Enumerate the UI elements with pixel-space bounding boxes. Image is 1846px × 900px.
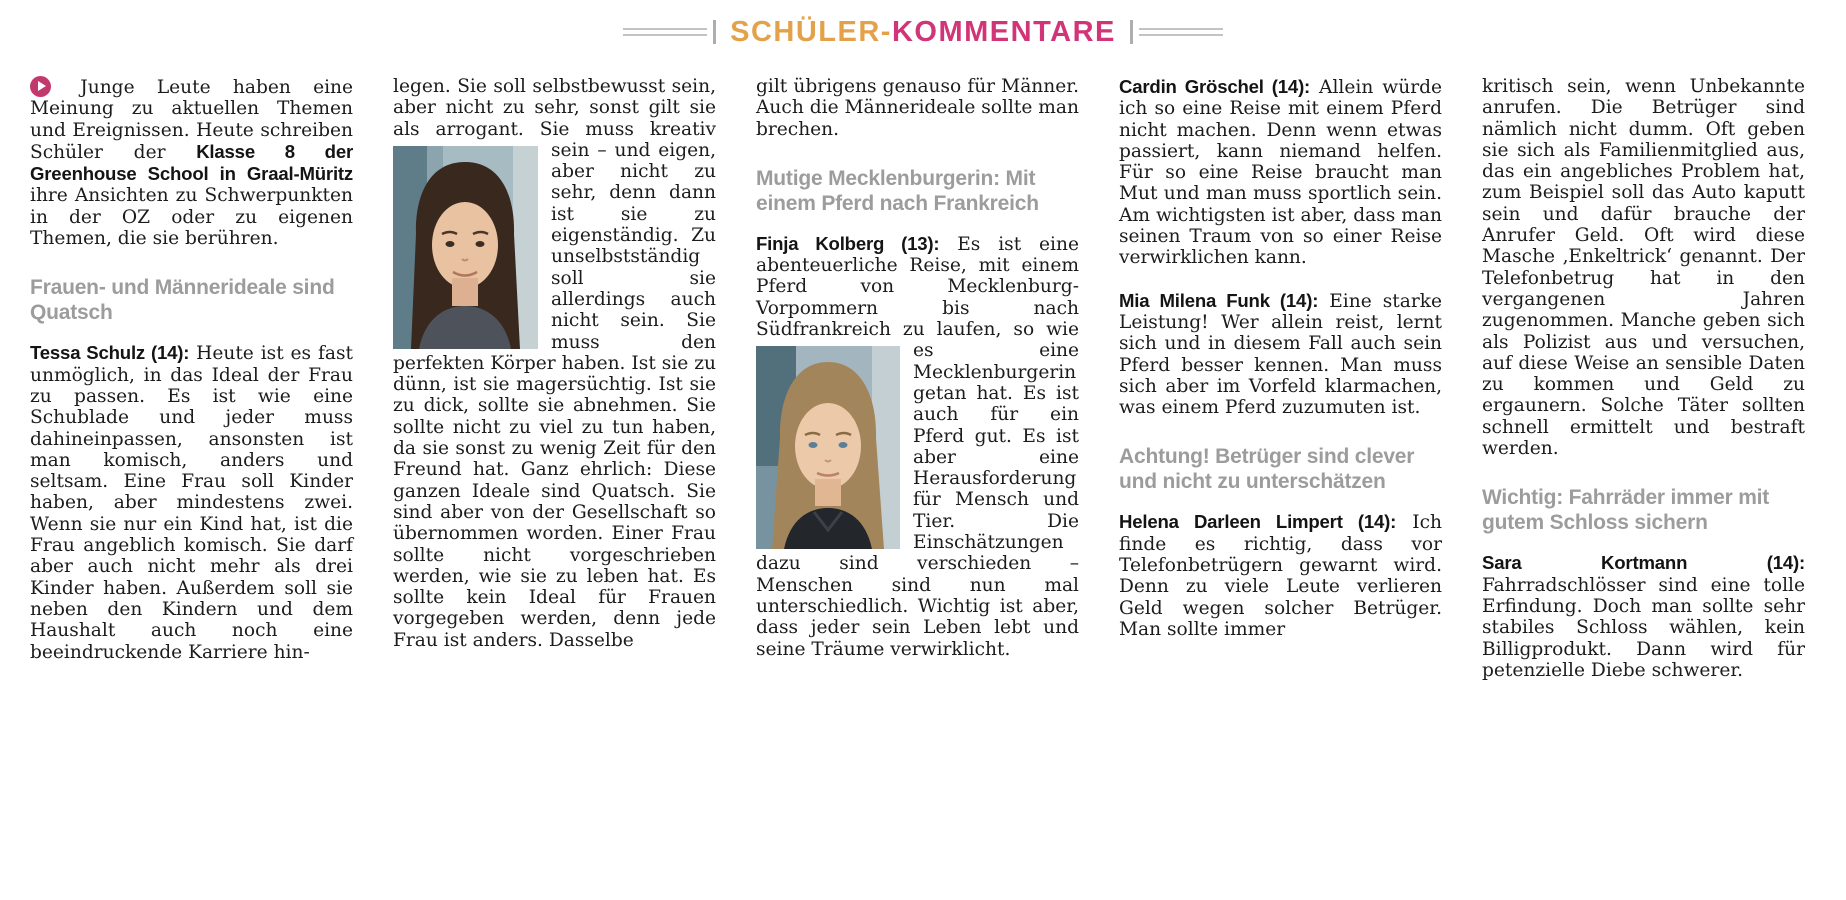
double-rule-icon: [623, 28, 707, 36]
column-5: [1482, 76, 1805, 872]
intro-text-bold: Klasse 8 der Greenhouse School in Graal-Müritz: [30, 140, 354, 185]
comment-tessa-end: [756, 76, 1079, 140]
column-4: [1119, 76, 1442, 872]
photo-portrait-light-hair: [756, 346, 900, 549]
author-mia: Mia Milena Funk (14):: [1119, 289, 1319, 311]
comment-sara: [1482, 552, 1805, 681]
comment-tessa-continued: [393, 76, 716, 651]
comment-tessa-text-after-photo: kreativ sein – und eigen, aber nicht zu sehr, denn dann ist sie zu eigenständig. Zu unselbstständig soll sie allerdings auch nicht sein. Sie muss den perfekten Körper haben. Ist sie zu dünn, ist sie magersüchtig. Ist sie zu dick, sollte sie abnehmen. Sie sollte nicht zu viel zu tun haben, da sie sonst zu wenig Zeit für den Freund hat. Ganz ehrlich: Diese ganzen Ideale sind Quatsch. Sie sind aber von der Gesellschaft so übernommen worden. Einer Frau sollte nicht vorgeschrieben werden, wie sie zu leben hat. Es sollte kein Ideal für Frauen vorgegeben werden, denn jede Frau ist anders. Dasselbe: [393, 118, 716, 651]
comment-finja-text-before-photo: Es ist eine abenteuerliche Reise, mit einem Pferd von Mecklenburg-Vorpommern bis nach Südfrankreich zu laufen, so: [756, 233, 1079, 341]
subhead-betrueger: Achtung! Betrüger sind clever und nicht zu unterschätzen: [1119, 445, 1415, 494]
column-1: [30, 76, 353, 872]
author-sara: Sara Kortmann (14):: [1482, 552, 1805, 574]
comment-helena-text-col5: kritisch sein, wenn Unbekannte anrufen. Die Betrüger sind nämlich nicht dumm. Oft geben sie sich als Familienmitglied aus, das ein angebliches Problem hat, zum Beispiel soll das Auto kaputt sein und dafür brauche der Anrufer Geld. Oft wird diese Masche ‚Enkeltrick‘ genannt. Der Telefonbetrug hat in den vergangenen Jahren zugenommen. Manche geben sich als Polizist aus und versuchen, auf diese Weise an sensible Daten zu kommen und Geld zu ergaunern. Solche Täter sollten schnell ermittelt und bestraft werden.: [1482, 76, 1805, 460]
article-columns: [0, 52, 1846, 872]
comment-helena-text: Ich finde es richtig, dass vor Telefonbetrügern gewarnt wird. Denn zu viele Leute verlieren Geld wegen solcher Betrüger. Man sollte immer: [1119, 512, 1442, 640]
comment-tessa-text: Heute ist es fast unmöglich, in das Ideal der Frau zu passen. Es ist wie eine Schublade und jeder muss dahineinpassen, ansonsten ist man komisch, anders und seltsam. Eine Frau soll Kinder haben, aber mindestens zwei. Wenn sie nur ein Kind hat, ist die Frau angeblich komisch. Sie darf aber auch nicht mehr als drei Kinder haben. Außerdem soll sie neben den Kindern und dem Haushalt auch noch eine beeindruckende Karriere hin-: [30, 343, 353, 663]
subhead-pferd-frankreich: Mutige Mecklenburgerin: Mit einem Pferd nach Frankreich: [756, 166, 1039, 215]
comment-finja-text-after-photo: wie es eine Mecklenburgerin getan hat. Es ist auch für ein Pferd gut. Es ist aber eine Herausforderung für Mensch und Tier. Die Einschätzungen dazu sind verschieden – Menschen sind nun mal unterschiedlich. Wichtig ist aber, dass jeder sein Leben lebt und seine Träume verwirklicht.: [756, 319, 1079, 660]
intro-text-pre: Junge Leute haben eine Meinung zu aktuellen Themen und Ereignissen. Heute schreiben Schüler der: [30, 77, 354, 163]
comment-helena: [1119, 511, 1442, 640]
header-rule-right: [1130, 20, 1223, 44]
section-header: [0, 12, 1846, 52]
author-cardin: Cardin Gröschel (14):: [1119, 76, 1311, 97]
intro-text-post: ihre Ansichten zu Schwerpunkten in der OZ oder zu eigenen Themen, die sie berühren.: [30, 185, 353, 250]
comment-cardin-text: Allein würde ich so eine Reise mit einem Pferd nicht machen. Denn wenn etwas passiert, kann niemand helfen. Für so eine Reise braucht man Mut und man muss sportlich sein. Am wichtigsten ist aber, dass man seinen Traum von so einer Reise verwirklichen kann.: [1119, 77, 1442, 269]
intro-paragraph: [30, 76, 353, 249]
comment-cardin: [1119, 76, 1442, 269]
author-finja: Finja Kolberg (13):: [756, 232, 940, 254]
section-title-part2: KOMMENTARE: [891, 15, 1116, 48]
column-2: [393, 76, 716, 872]
comment-finja: [756, 233, 1079, 660]
column-3: [756, 76, 1079, 872]
author-helena: Helena Darleen Limpert (14):: [1119, 511, 1397, 533]
rule-end-tick-icon: [1130, 20, 1133, 44]
section-title: [730, 16, 1116, 49]
section-title-part1: SCHÜLER-: [730, 15, 892, 48]
comment-mia: [1119, 290, 1442, 419]
comment-helena-continued: [1482, 76, 1805, 459]
rule-end-tick-icon: [713, 20, 716, 44]
comment-tessa-text-col3: gilt übrigens genauso für Männer. Auch die Männerideale sollte man brechen.: [756, 76, 1079, 140]
comment-sara-text: Fahrradschlösser sind eine tolle Erfindung. Doch man sollte sehr stabiles Schloss wählen, kein Billigprodukt. Dann wird für petenzielle Diebe schwerer.: [1482, 574, 1805, 681]
photo-portrait-dark-hair: [393, 146, 538, 349]
subhead-frauen-maennerideale: Frauen- und Männerideale sind Quatsch: [30, 276, 335, 325]
play-icon: [30, 76, 51, 97]
subhead-fahrrad-schloss: Wichtig: Fahrräder immer mit gutem Schloss sichern: [1482, 486, 1770, 535]
author-tessa: Tessa Schulz (14):: [30, 342, 190, 364]
comment-tessa-text-before-photo: legen. Sie soll selbstbewusst sein, aber nicht zu sehr, sonst gilt sie als arrogant. Sie muss: [393, 76, 716, 140]
comment-mia-text: Eine starke Leistung! Wer allein reist, lernt sich und in diesem Fall auch sein Pferd besser kennen. Man muss sich aber im Vorfeld klarmachen, was einem Pferd zuzumuten ist.: [1119, 290, 1443, 419]
comment-tessa: [30, 342, 353, 662]
double-rule-icon: [1139, 28, 1223, 36]
header-rule-left: [623, 20, 716, 44]
